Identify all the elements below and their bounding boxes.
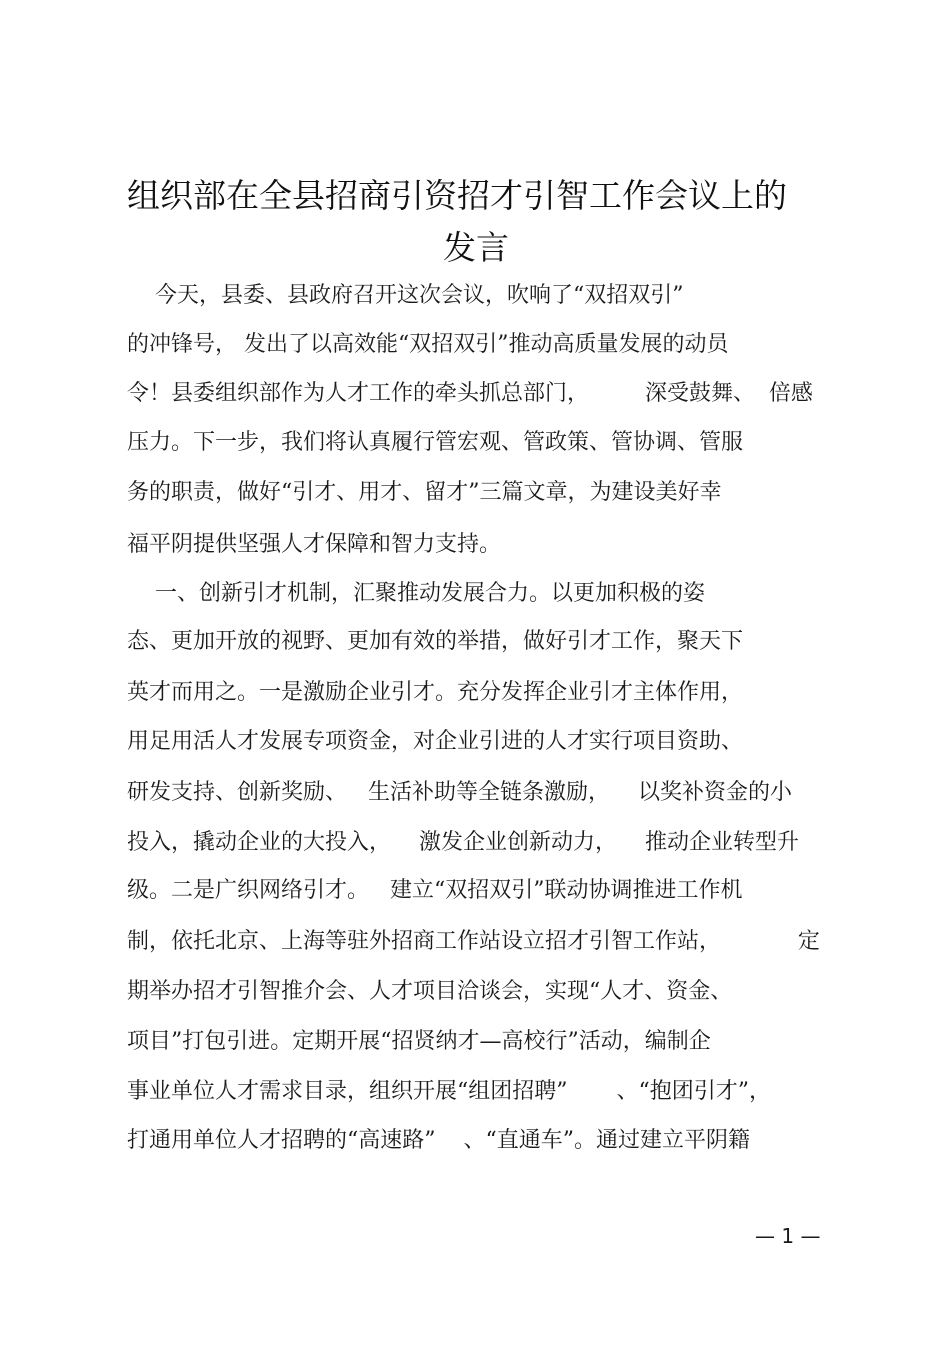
body-text-line: 研发支持、创新奖励、 生活补助等全链条激励， 以奖补资金的小 (127, 780, 792, 805)
body-text-line: 英才而用之。一是激励企业引才。充分发挥企业引才主体作用， (127, 680, 744, 705)
body-text-line: 项目”打包引进。定期开展“招贤纳才—高校行”活动，编制企 (127, 1029, 711, 1054)
body-text-line: 用足用活人才发展专项资金，对企业引进的人才实行项目资助、 (127, 729, 744, 754)
body-text-line: 投入，撬动企业的大投入， 激发企业创新动力， 推动企业转型升 (127, 830, 799, 855)
body-text-line: 务的职责，做好“引才、用才、留才”三篇文章，为建设美好幸 (127, 480, 722, 505)
body-text-line: 打通用单位人才招聘的“高速路” 、“直通车”。通过建立平阴籍 (127, 1128, 750, 1153)
page-number: — 1 — (755, 1224, 821, 1248)
body-text-line: 一、创新引才机制，汇聚推动发展合力。以更加积极的姿 (127, 581, 705, 606)
document-title-line-1: 组织部在全县招商引资招才引智工作会议上的 (127, 176, 787, 215)
body-text-line: 压力。下一步，我们将认真履行管宏观、管政策、管协调、管服 (127, 430, 744, 455)
body-text-line: 制，依托北京、上海等驻外招商工作站设立招才引智工作站， 定 (127, 929, 820, 954)
document-title-line-2: 发言 (443, 228, 509, 267)
body-text-line: 级。二是广织网络引才。 建立“双招双引”联动协调推进工作机 (127, 878, 743, 903)
body-text-line: 期举办招才引智推介会、人才项目洽谈会，实现“人才、资金、 (127, 979, 733, 1004)
body-text-line: 令！县委组织部作为人才工作的牵头抓总部门， 深受鼓舞、 倍感 (127, 381, 813, 406)
body-text-line: 态、更加开放的视野、更加有效的举措，做好引才工作，聚天下 (127, 629, 744, 654)
body-text-line: 福平阴提供坚强人才保障和智力支持。 (127, 532, 502, 557)
body-text-line: 事业单位人才需求目录，组织开展“组团招聘” 、“抱团引才”， (127, 1079, 771, 1104)
body-text-line: 的冲锋号， 发出了以高效能“双招双引”推动高质量发展的动员 (127, 332, 729, 357)
body-text-line: 今天，县委、县政府召开这次会议，吹响了“双招双引” (127, 283, 684, 308)
